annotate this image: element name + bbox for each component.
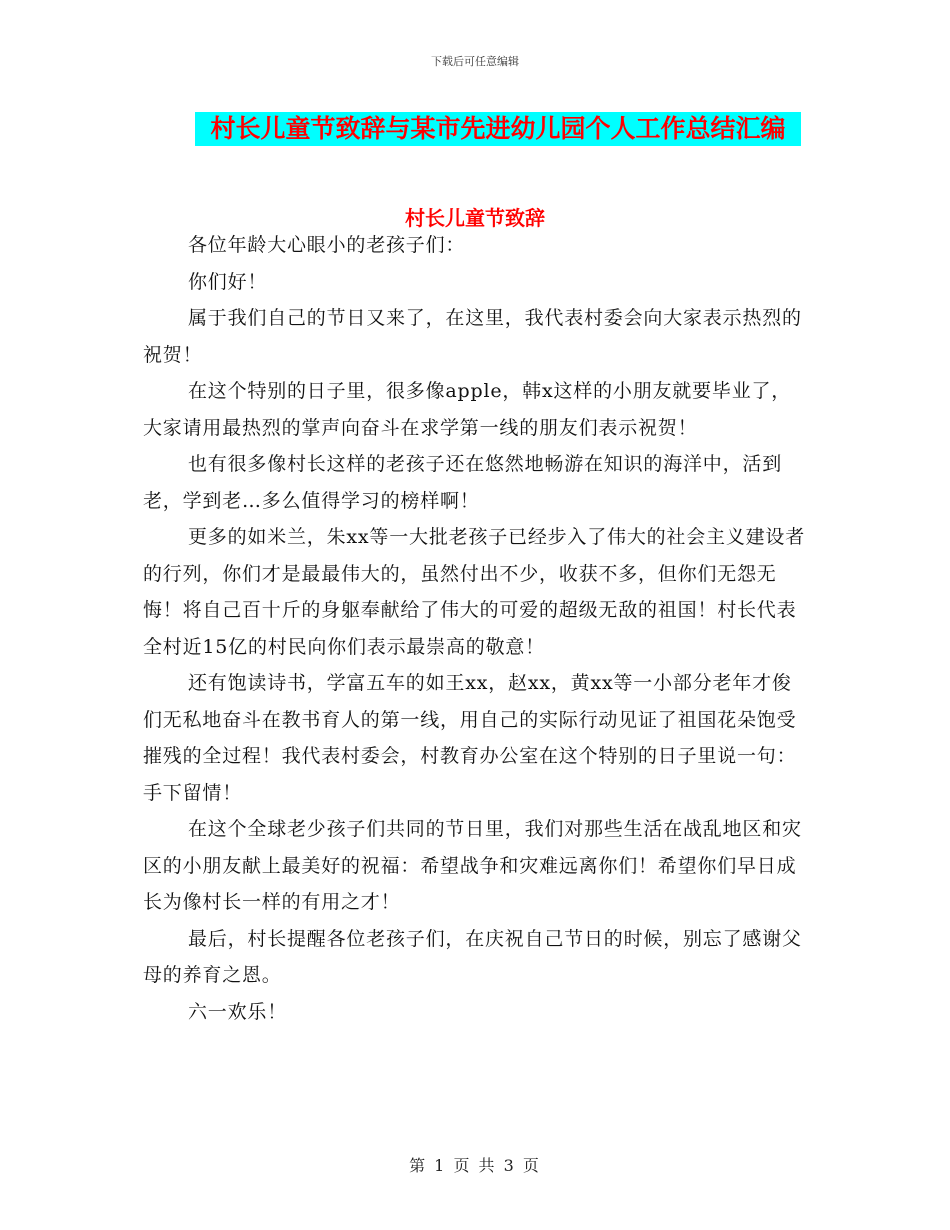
paragraph: 在这个全球老少孩子们共同的节日里，我们对那些生活在战乱地区和灾区的小朋友献上最美好的祝福：希望战争和灾难远离你们！希望你们早日成长为像村长一样的有用之才！ — [143, 818, 802, 913]
paragraph: 属于我们自己的节日又来了，在这里，我代表村委会向大家表示热烈的祝贺！ — [143, 307, 802, 366]
document-title-container — [195, 112, 801, 146]
paragraph: 还有饱读诗书，学富五车的如王xx，赵xx，黄xx等一小部分老年才俊们无私地奋斗在教书育人的第一线，用自己的实际行动见证了祖国花朵饱受摧残的全过程！我代表村委会，村教育办公室在这个特别的日子里说一句：手下留情！ — [143, 672, 797, 804]
paragraph: 更多的如米兰，朱xx等一大批老孩子已经步入了伟大的社会主义建设者的行列，你们才是最最伟大的，虽然付出不少，收获不多，但你们无怨无悔！将自己百十斤的身躯奉献给了伟大的可爱的超级无敌的祖国！村长代表全村近15亿的村民向你们表示最崇高的敬意！ — [143, 526, 806, 658]
section-title: 村长儿童节致辞 — [405, 206, 545, 230]
paragraph-closing: 六一欢乐！ — [188, 1000, 288, 1023]
page-header-note: 下载后可任意编辑 — [431, 55, 519, 68]
paragraph-salutation: 各位年龄大心眼小的老孩子们： — [188, 234, 466, 256]
paragraph: 在这个特别的日子里，很多像apple，韩x这样的小朋友就要毕业了，大家请用最热烈的掌声向奋斗在求学第一线的朋友们表示祝贺！ — [143, 380, 792, 439]
paragraph: 也有很多像村长这样的老孩子还在悠然地畅游在知识的海洋中，活到老，学到老…多么值得学习的榜样啊！ — [143, 453, 783, 512]
paragraph: 最后，村长提醒各位老孩子们，在庆祝自己节日的时候，别忘了感谢父母的养育之恩。 — [143, 927, 802, 986]
document-title: 村长儿童节致辞与某市先进幼儿园个人工作总结汇编 — [195, 112, 801, 146]
paragraph-greeting: 你们好！ — [188, 270, 268, 293]
document-body — [143, 227, 807, 1030]
page-number-footer: 第 1 页 共 3 页 — [409, 1156, 541, 1175]
